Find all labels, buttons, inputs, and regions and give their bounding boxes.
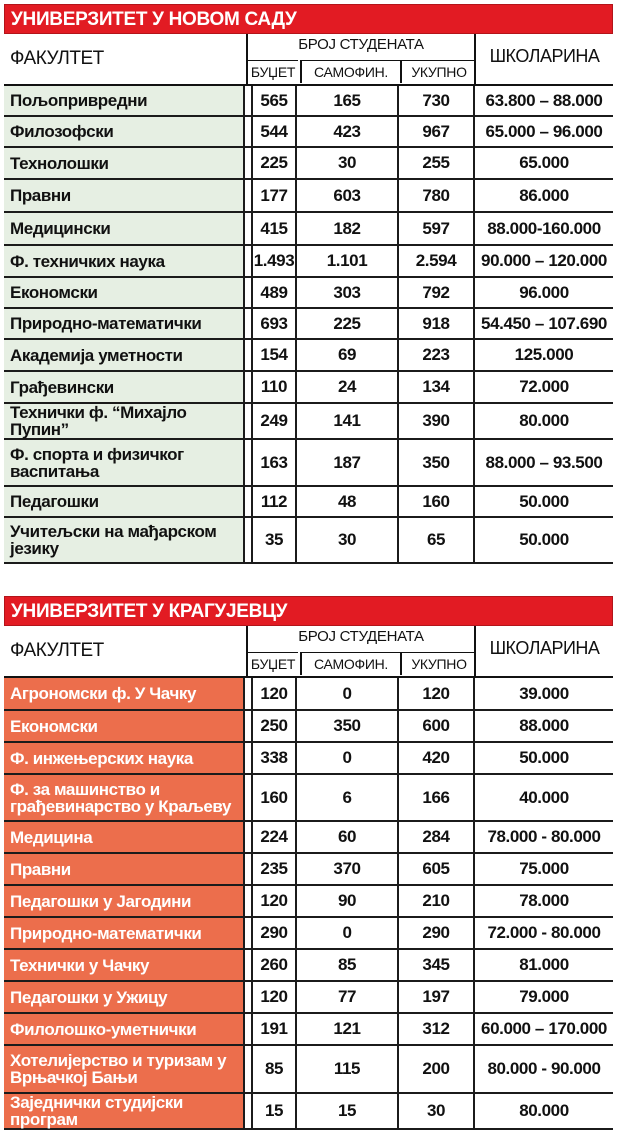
selffin-count: 77 [296, 981, 398, 1013]
selffin-count: 6 [296, 774, 398, 821]
spacer-cell [244, 179, 252, 212]
budget-count: 163 [252, 439, 296, 486]
tuition-value: 65.000 – 96.000 [474, 116, 613, 147]
table-row [4, 371, 613, 403]
table-row [4, 339, 613, 371]
tuition-value: 96.000 [474, 277, 613, 308]
selffin-count: 225 [296, 308, 398, 339]
total-count: 967 [398, 116, 474, 147]
tuition-value: 78.000 - 80.000 [474, 821, 613, 853]
budget-count: 120 [252, 885, 296, 917]
total-count: 255 [398, 147, 474, 179]
tuition-value: 80.000 [474, 403, 613, 439]
faculty-name: Педагошки [4, 486, 244, 517]
selffin-header: САМОФИН. [300, 652, 400, 675]
spacer-cell [244, 339, 252, 371]
spacer-cell [244, 853, 252, 885]
budget-count: 250 [252, 710, 296, 742]
tuition-value: 39.000 [474, 678, 613, 710]
total-count: 918 [398, 308, 474, 339]
spacer-cell [244, 917, 252, 949]
table-row [4, 116, 613, 147]
total-count: 780 [398, 179, 474, 212]
table-row [4, 86, 613, 116]
table-row [4, 212, 613, 245]
faculty-name: Агрономски ф. У Чачку [4, 678, 244, 710]
faculty-name: Филозофски [4, 116, 244, 147]
faculty-name: Педагошки у Јагодини [4, 885, 244, 917]
table-row [4, 1093, 613, 1129]
kragujevac-table-block [4, 596, 613, 1130]
total-count: 120 [398, 678, 474, 710]
budget-count: 565 [252, 86, 296, 116]
budget-count: 112 [252, 486, 296, 517]
table-row [4, 486, 613, 517]
spacer-cell [244, 86, 252, 116]
table-row [4, 885, 613, 917]
students-header: БРОЈ СТУДЕНАТА [298, 628, 424, 645]
table-row [4, 308, 613, 339]
selffin-count: 0 [296, 917, 398, 949]
budget-count: 338 [252, 742, 296, 774]
budget-count: 120 [252, 678, 296, 710]
total-count: 345 [398, 949, 474, 981]
students-header: БРОЈ СТУДЕНАТА [298, 36, 424, 53]
tuition-value: 86.000 [474, 179, 613, 212]
novi-sad-table [4, 86, 613, 564]
budget-count: 249 [252, 403, 296, 439]
table-row [4, 517, 613, 563]
spacer-cell [244, 774, 252, 821]
total-count: 290 [398, 917, 474, 949]
budget-count: 35 [252, 517, 296, 563]
selffin-count: 30 [296, 147, 398, 179]
table-row [4, 1045, 613, 1093]
selffin-count: 603 [296, 179, 398, 212]
table-row [4, 439, 613, 486]
selffin-count: 423 [296, 116, 398, 147]
tuition-value: 88.000 – 93.500 [474, 439, 613, 486]
selffin-header: САМОФИН. [300, 60, 400, 83]
total-count: 223 [398, 339, 474, 371]
novi-sad-table-block [4, 4, 613, 564]
faculty-header: ФАКУЛТЕТ [10, 48, 104, 69]
selffin-count: 30 [296, 517, 398, 563]
spacer-cell [244, 212, 252, 245]
total-count: 730 [398, 86, 474, 116]
spacer-cell [244, 517, 252, 563]
total-count: 2.594 [398, 245, 474, 277]
budget-count: 235 [252, 853, 296, 885]
total-count: 312 [398, 1013, 474, 1045]
faculty-name: Правни [4, 853, 244, 885]
budget-count: 415 [252, 212, 296, 245]
faculty-name: Економски [4, 277, 244, 308]
faculty-name: Педагошки у Ужицу [4, 981, 244, 1013]
budget-count: 120 [252, 981, 296, 1013]
novi-sad-title: УНИВЕРЗИТЕТ У НОВОМ САДУ [4, 4, 613, 34]
total-count: 166 [398, 774, 474, 821]
spacer-cell [244, 116, 252, 147]
faculty-name: Пољопривредни [4, 86, 244, 116]
selffin-count: 187 [296, 439, 398, 486]
tuition-value: 80.000 - 90.000 [474, 1045, 613, 1093]
tuition-value: 88.000 [474, 710, 613, 742]
tuition-header: ШКОЛАРИНА [489, 46, 600, 66]
budget-count: 154 [252, 339, 296, 371]
table-row [4, 245, 613, 277]
total-count: 200 [398, 1045, 474, 1093]
budget-count: 110 [252, 371, 296, 403]
budget-count: 85 [252, 1045, 296, 1093]
faculty-name: Правни [4, 179, 244, 212]
tuition-value: 60.000 – 170.000 [474, 1013, 613, 1045]
kragujevac-table [4, 678, 613, 1130]
spacer-cell [244, 678, 252, 710]
selffin-count: 90 [296, 885, 398, 917]
tuition-value: 54.450 – 107.690 [474, 308, 613, 339]
budget-count: 191 [252, 1013, 296, 1045]
selffin-count: 303 [296, 277, 398, 308]
total-count: 65 [398, 517, 474, 563]
faculty-name: Ф. спорта и физичког васпитања [4, 439, 244, 486]
spacer-cell [244, 308, 252, 339]
spacer-cell [244, 1093, 252, 1129]
budget-count: 15 [252, 1093, 296, 1129]
total-count: 390 [398, 403, 474, 439]
total-count: 605 [398, 853, 474, 885]
total-count: 597 [398, 212, 474, 245]
selffin-count: 370 [296, 853, 398, 885]
faculty-name: Грађевински [4, 371, 244, 403]
faculty-name: Ф. инжењерских наука [4, 742, 244, 774]
budget-count: 544 [252, 116, 296, 147]
spacer-cell [244, 1045, 252, 1093]
faculty-name: Медицина [4, 821, 244, 853]
kragujevac-rows [4, 678, 613, 1129]
selffin-count: 1.101 [296, 245, 398, 277]
table-row [4, 981, 613, 1013]
tuition-value: 72.000 [474, 371, 613, 403]
tuition-value: 72.000 - 80.000 [474, 917, 613, 949]
table-row [4, 821, 613, 853]
faculty-name: Технолошки [4, 147, 244, 179]
total-header: УКУПНО [400, 652, 476, 675]
spacer-cell [244, 710, 252, 742]
budget-count: 160 [252, 774, 296, 821]
total-count: 30 [398, 1093, 474, 1129]
spacer-cell [244, 885, 252, 917]
faculty-header: ФАКУЛТЕТ [10, 640, 104, 661]
faculty-name: Заједнички студијски програм [4, 1093, 244, 1129]
tuition-value: 80.000 [474, 1093, 613, 1129]
selffin-count: 121 [296, 1013, 398, 1045]
tuition-header: ШКОЛАРИНА [489, 638, 600, 658]
budget-count: 1.493 [252, 245, 296, 277]
tuition-value: 88.000-160.000 [474, 212, 613, 245]
table-row [4, 147, 613, 179]
tuition-value: 79.000 [474, 981, 613, 1013]
spacer-cell [244, 147, 252, 179]
tuition-value: 50.000 [474, 742, 613, 774]
budget-header: БУЏЕТ [248, 60, 298, 83]
spacer-cell [244, 277, 252, 308]
faculty-name: Технички у Чачку [4, 949, 244, 981]
tuition-value: 75.000 [474, 853, 613, 885]
table-row [4, 403, 613, 439]
table-row [4, 774, 613, 821]
total-count: 350 [398, 439, 474, 486]
table-row [4, 179, 613, 212]
table-row [4, 678, 613, 710]
table-row [4, 710, 613, 742]
table-row [4, 742, 613, 774]
tuition-value: 50.000 [474, 486, 613, 517]
spacer-cell [244, 949, 252, 981]
faculty-name: Академија уметности [4, 339, 244, 371]
spacer-cell [244, 403, 252, 439]
faculty-name: Филолошко-уметнички [4, 1013, 244, 1045]
selffin-count: 141 [296, 403, 398, 439]
faculty-name: Природно-математички [4, 917, 244, 949]
total-count: 420 [398, 742, 474, 774]
budget-count: 177 [252, 179, 296, 212]
selffin-count: 0 [296, 742, 398, 774]
spacer-cell [244, 439, 252, 486]
faculty-name: Природно-математички [4, 308, 244, 339]
faculty-name: Ф. техничких наука [4, 245, 244, 277]
tuition-value: 90.000 – 120.000 [474, 245, 613, 277]
selffin-count: 69 [296, 339, 398, 371]
spacer-cell [244, 821, 252, 853]
selffin-count: 85 [296, 949, 398, 981]
spacer-cell [244, 371, 252, 403]
total-count: 284 [398, 821, 474, 853]
faculty-name: Економски [4, 710, 244, 742]
kragujevac-title: УНИВЕРЗИТЕТ У КРАГУЈЕВЦУ [4, 596, 613, 626]
kragujevac-header [4, 626, 613, 678]
budget-count: 224 [252, 821, 296, 853]
total-header: УКУПНО [400, 60, 476, 83]
tuition-value: 40.000 [474, 774, 613, 821]
table-row [4, 1013, 613, 1045]
budget-count: 260 [252, 949, 296, 981]
faculty-name: Хотелијерство и туризам у Врњачкој Бањи [4, 1045, 244, 1093]
total-count: 792 [398, 277, 474, 308]
budget-count: 489 [252, 277, 296, 308]
selffin-count: 15 [296, 1093, 398, 1129]
budget-count: 290 [252, 917, 296, 949]
selffin-count: 165 [296, 86, 398, 116]
spacer-cell [244, 742, 252, 774]
table-row [4, 277, 613, 308]
budget-header: БУЏЕТ [248, 652, 298, 675]
total-count: 134 [398, 371, 474, 403]
tuition-value: 50.000 [474, 517, 613, 563]
total-count: 600 [398, 710, 474, 742]
selffin-count: 350 [296, 710, 398, 742]
table-row [4, 917, 613, 949]
tuition-value: 125.000 [474, 339, 613, 371]
novi-sad-header [4, 34, 613, 86]
tuition-value: 81.000 [474, 949, 613, 981]
tuition-value: 78.000 [474, 885, 613, 917]
faculty-name: Технички ф. “Михајло Пупин” [4, 403, 244, 439]
selffin-count: 182 [296, 212, 398, 245]
spacer-cell [244, 981, 252, 1013]
spacer-cell [244, 1013, 252, 1045]
budget-count: 693 [252, 308, 296, 339]
novi-sad-rows [4, 86, 613, 563]
faculty-name: Ф. за машинство и грађевинарство у Краљеву [4, 774, 244, 821]
selffin-count: 0 [296, 678, 398, 710]
selffin-count: 24 [296, 371, 398, 403]
spacer-cell [244, 486, 252, 517]
table-row [4, 949, 613, 981]
budget-count: 225 [252, 147, 296, 179]
selffin-count: 60 [296, 821, 398, 853]
table-row [4, 853, 613, 885]
total-count: 197 [398, 981, 474, 1013]
faculty-name: Медицински [4, 212, 244, 245]
tuition-value: 63.800 – 88.000 [474, 86, 613, 116]
total-count: 160 [398, 486, 474, 517]
tuition-value: 65.000 [474, 147, 613, 179]
spacer-cell [244, 245, 252, 277]
selffin-count: 48 [296, 486, 398, 517]
faculty-name: Учитељски на мађарском језику [4, 517, 244, 563]
selffin-count: 115 [296, 1045, 398, 1093]
total-count: 210 [398, 885, 474, 917]
